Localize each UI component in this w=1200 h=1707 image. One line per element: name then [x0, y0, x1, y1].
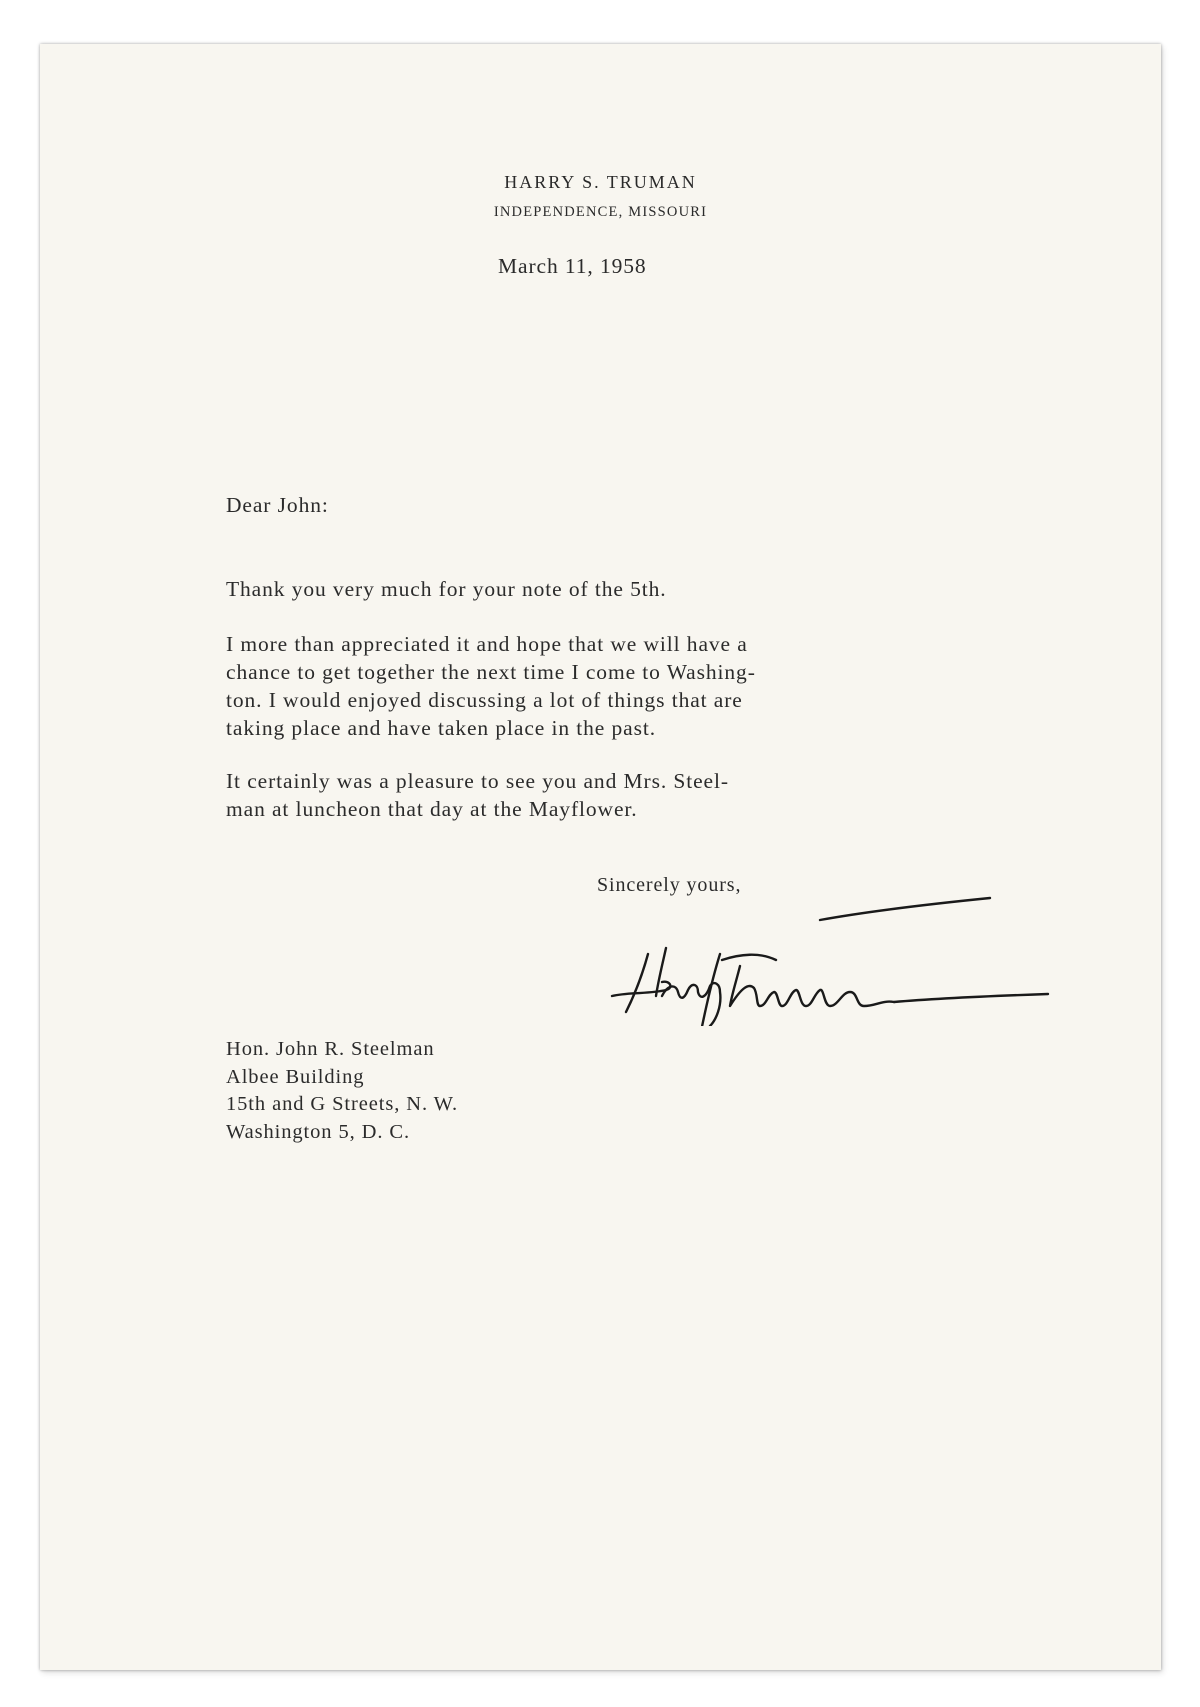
address-line: Washington 5, D. C. [226, 1120, 411, 1143]
address-line: 15th and G Streets, N. W. [226, 1093, 459, 1115]
letterhead-location: INDEPENDENCE, MISSOURI [493, 204, 708, 220]
body-paragraph-3 [226, 767, 729, 823]
body-paragraph-2 [226, 630, 756, 742]
letter-sheet [40, 44, 1161, 1670]
body-paragraph-1 [226, 575, 667, 603]
body-line: I more than appreciated it and hope that we will have a [226, 632, 748, 656]
body-line: It certainly was a pleasure to see you and Mrs. Steel- [226, 769, 729, 793]
address-line: Hon. John R. Steelman [226, 1038, 435, 1060]
body-line: chance to get together the next time I come to Washing- [226, 660, 756, 684]
body-line: Thank you very much for your note of the 5th. [226, 577, 667, 601]
salutation: Dear John: [226, 493, 329, 517]
letter-date: March 11, 1958 [498, 254, 647, 278]
body-line: ton. I would enjoyed discussing a lot of things that are [226, 688, 743, 712]
closing: Sincerely yours, [597, 874, 742, 896]
handwritten-signature [570, 856, 1050, 1026]
body-line: taking place and have taken place in the past. [226, 716, 657, 740]
recipient-address [226, 1036, 458, 1146]
address-line: Albee Building [226, 1065, 365, 1088]
body-line: man at luncheon that day at the Mayflower. [226, 797, 638, 821]
letterhead-name: HARRY S. TRUMAN [504, 172, 697, 192]
